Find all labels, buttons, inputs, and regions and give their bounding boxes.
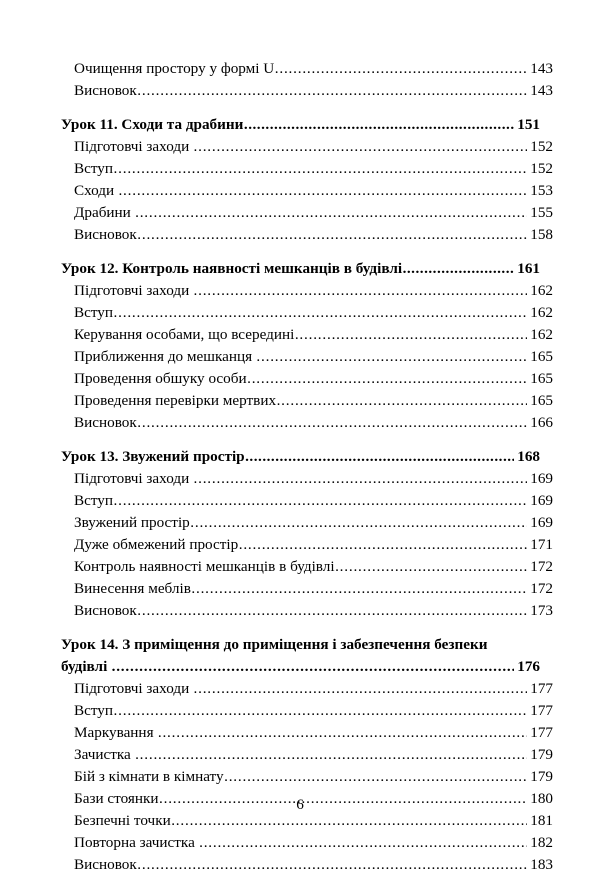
toc-entry-section[interactable]: [74, 700, 553, 722]
toc-entry-section[interactable]: [74, 158, 553, 180]
toc-entry-lesson[interactable]: [61, 446, 540, 468]
dot-leader: [277, 390, 527, 412]
toc-entry-page-number: 162: [530, 304, 553, 321]
toc-entry-page-number: 166: [530, 414, 553, 431]
toc-entry-lesson[interactable]: [61, 258, 540, 280]
dot-leader: [256, 346, 526, 368]
toc-entry-title: Вступ: [74, 702, 114, 719]
toc-entry-title: Підготовчі заходи: [74, 282, 193, 299]
toc-entry-page-number: 177: [530, 702, 553, 719]
toc-entry-page-number: 152: [530, 138, 553, 155]
dot-leader: [194, 280, 527, 302]
toc-entry-section[interactable]: [74, 512, 553, 534]
toc-entry-title: Урок 12. Контроль наявності мешканців в будівлі: [61, 260, 403, 277]
toc-entry-section[interactable]: [74, 490, 553, 512]
toc-entry-title: Вступ: [74, 160, 114, 177]
toc-entry-section[interactable]: [74, 766, 553, 788]
toc-entry-title: Проведення обшуку особи: [74, 370, 247, 387]
toc-entry-title: Вступ: [74, 492, 114, 509]
toc-entry-section[interactable]: [74, 136, 553, 158]
dot-leader: [137, 412, 526, 434]
toc-entry-section[interactable]: [74, 678, 553, 700]
toc-entry-page-number: 173: [530, 602, 553, 619]
toc-entry-page-number: 165: [530, 370, 553, 387]
toc-entry-title: Повторна зачистка: [74, 834, 199, 851]
toc-entry-section[interactable]: [74, 534, 553, 556]
dot-leader: [135, 202, 527, 224]
dot-leader: [112, 656, 514, 678]
dot-leader: [114, 158, 527, 180]
dot-leader: [135, 744, 527, 766]
toc-entry-section[interactable]: [74, 58, 553, 80]
toc-entry-page-number: 152: [530, 160, 553, 177]
toc-entry-title: Урок 11. Сходи та драбини: [61, 116, 244, 133]
toc-entry-section[interactable]: [74, 600, 553, 622]
toc-entry-page-number: 162: [530, 326, 553, 343]
toc-entry-title-part2: будівлі: [61, 658, 112, 675]
dot-leader: [158, 722, 527, 744]
toc-entry-page-number: 143: [530, 82, 553, 99]
dot-leader: [114, 302, 527, 324]
toc-entry-section[interactable]: [74, 302, 553, 324]
dot-leader: [295, 324, 527, 346]
toc-entry-section[interactable]: [74, 832, 553, 854]
toc-entry-section[interactable]: [74, 280, 553, 302]
toc-entry-page-number: 169: [530, 470, 553, 487]
dot-leader: [224, 766, 527, 788]
toc-entry-title: Урок 13. Звужений простір: [61, 448, 245, 465]
toc-entry-title: Висновок: [74, 856, 137, 873]
dot-leader: [190, 512, 526, 534]
toc-entry-title: Безпечні точки: [74, 812, 171, 829]
dot-leader: [275, 58, 527, 80]
toc-entry-title: Проведення перевірки мертвих: [74, 392, 277, 409]
toc-entry-title: Винесення меблів: [74, 580, 191, 597]
toc-entry-section[interactable]: [74, 180, 553, 202]
toc-entry-page-number: 151: [517, 116, 540, 133]
toc-entry-title: Маркування: [74, 724, 158, 741]
toc-entry-page-number: 180: [530, 790, 553, 807]
toc-entry-page-number: 179: [530, 746, 553, 763]
toc-entry-title: Зачистка: [74, 746, 135, 763]
dot-leader: [335, 556, 527, 578]
dot-leader: [137, 224, 526, 246]
toc-entry-page-number: 143: [530, 60, 553, 77]
toc-entry-page-number: 153: [530, 182, 553, 199]
toc-entry-title: Очищення простору у формі U: [74, 60, 275, 77]
toc-entry-title: Урок 14. З приміщення до приміщення і забезпечення безпеки: [61, 636, 488, 653]
toc-entry-page-number: 169: [530, 492, 553, 509]
dot-leader: [114, 700, 527, 722]
toc-entry-title: Бази стоянки: [74, 790, 159, 807]
toc-entry-page-number: 181: [530, 812, 553, 829]
toc-entry-page-number: 162: [530, 282, 553, 299]
toc-entry-section[interactable]: [74, 556, 553, 578]
toc-entry-page-number: 155: [530, 204, 553, 221]
toc-entry-title: Звужений простір: [74, 514, 190, 531]
toc-entry-page-number: 176: [517, 658, 540, 675]
toc-entry-page-number: 168: [517, 448, 540, 465]
dot-leader: [114, 490, 527, 512]
toc-entry-title: Контроль наявності мешканців в будівлі: [74, 558, 335, 575]
dot-leader: [239, 534, 527, 556]
toc-entry-page-number: 177: [530, 680, 553, 697]
dot-leader: [137, 80, 526, 102]
toc-entry-lesson[interactable]: [61, 114, 540, 136]
toc-entry-title: Вступ: [74, 304, 114, 321]
toc-entry-page-number: 172: [530, 580, 553, 597]
dot-leader: [199, 832, 527, 854]
toc-entry-title: Сходи: [74, 182, 118, 199]
toc-entry-title: Підготовчі заходи: [74, 680, 193, 697]
toc-entry-section[interactable]: [74, 412, 553, 434]
toc-entry-title: Дуже обмежений простір: [74, 536, 239, 553]
toc-entry-title: Висновок: [74, 414, 137, 431]
dot-leader: [194, 468, 527, 490]
toc-entry-section[interactable]: [74, 368, 553, 390]
dot-leader: [137, 854, 526, 876]
toc-entry-title: Висновок: [74, 82, 137, 99]
toc-entry-page-number: 165: [530, 392, 553, 409]
toc-entry-section[interactable]: [74, 468, 553, 490]
toc-entry-title: Приближення до мешканця: [74, 348, 256, 365]
toc-entry-page-number: 169: [530, 514, 553, 531]
toc-entry-page-number: 182: [530, 834, 553, 851]
toc-entry-section[interactable]: [74, 224, 553, 246]
dot-leader: [194, 678, 527, 700]
toc-entry-title: Драбини: [74, 204, 135, 221]
toc-entry-section[interactable]: [74, 346, 553, 368]
toc-entry-section[interactable]: [74, 854, 553, 876]
toc-entry-title: Керування особами, що всередині: [74, 326, 295, 343]
toc-entry-page-number: 171: [530, 536, 553, 553]
toc-entry-lesson[interactable]: [61, 634, 540, 678]
toc-entry-page-number: 179: [530, 768, 553, 785]
toc-entry-section[interactable]: [74, 578, 553, 600]
dot-leader: [118, 180, 526, 202]
toc-entry-title-continuation: [61, 656, 540, 678]
table-of-contents: [61, 58, 553, 876]
dot-leader: [191, 578, 526, 600]
toc-entry-title: Висновок: [74, 602, 137, 619]
toc-entry-page-number: 158: [530, 226, 553, 243]
toc-entry-page-number: 177: [530, 724, 553, 741]
dot-leader: [403, 258, 514, 280]
page-folio: 6: [296, 796, 304, 813]
toc-entry-section[interactable]: [74, 390, 553, 412]
toc-entry-section[interactable]: [74, 324, 553, 346]
toc-entry-page-number: 172: [530, 558, 553, 575]
toc-entry-page-number: 161: [517, 260, 540, 277]
toc-entry-page-number: 183: [530, 856, 553, 873]
toc-entry-title: Підготовчі заходи: [74, 470, 193, 487]
dot-leader: [137, 600, 526, 622]
toc-entry-section[interactable]: [74, 744, 553, 766]
toc-entry-section[interactable]: [74, 202, 553, 224]
dot-leader: [194, 136, 527, 158]
dot-leader: [244, 114, 514, 136]
toc-entry-title: Бій з кімнати в кімнату: [74, 768, 224, 785]
toc-entry-title: Висновок: [74, 226, 137, 243]
dot-leader: [245, 446, 514, 468]
toc-entry-section[interactable]: [74, 80, 553, 102]
toc-entry-title: Підготовчі заходи: [74, 138, 193, 155]
toc-entry-section[interactable]: [74, 722, 553, 744]
dot-leader: [247, 368, 527, 390]
toc-entry-page-number: 165: [530, 348, 553, 365]
